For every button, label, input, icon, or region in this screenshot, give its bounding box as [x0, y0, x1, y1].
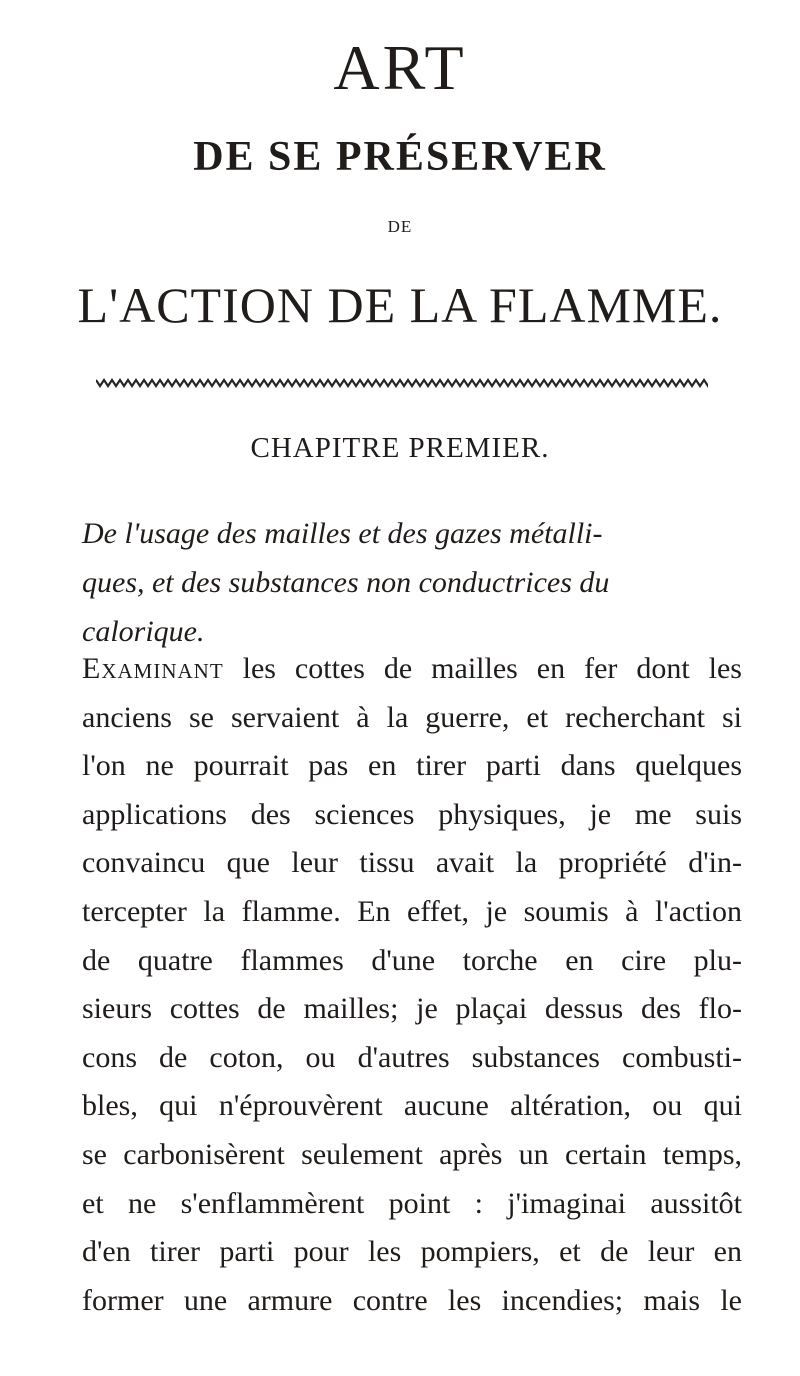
text-line: sieurs cottes de mailles; je plaçai dessus des flo- — [82, 992, 742, 1026]
chapter-subtitle — [82, 509, 742, 656]
text-line: convaincu que leur tissu avait la propriété d'in- — [82, 846, 742, 880]
text-line: anciens se servaient à la guerre, et recherchant si — [82, 700, 742, 734]
body-paragraph — [82, 645, 742, 1325]
text-line: bles, qui n'éprouvèrent aucune altération, ou qui — [82, 1089, 742, 1123]
subtitle-line: De l'usage des mailles et des gazes métalli- — [82, 517, 603, 550]
text-line: applications des sciences physiques, je me suis — [82, 797, 742, 831]
text-line: l'on ne pourrait pas en tirer parti dans quelques — [82, 749, 742, 783]
title-de: DE — [387, 217, 413, 236]
text-line: former une armure contre les incendies; mais le — [82, 1283, 742, 1317]
first-line-rest: les cottes de mailles en fer dont les — [223, 652, 742, 685]
text-line: de quatre flammes d'une torche en cire plu- — [82, 943, 742, 977]
subtitle-line: calorique. — [82, 615, 205, 648]
drop-word: Examinant — [82, 652, 224, 685]
title-action-flamme: L'ACTION DE LA FLAMME. — [77, 277, 723, 333]
text-line: tercepter la flamme. En effet, je soumis à l'action — [82, 894, 742, 928]
text-line: se carbonisèrent seulement après un certain temps, — [82, 1137, 742, 1171]
text-line: d'en tirer parti pour les pompiers, et de leur en — [82, 1235, 742, 1269]
title-se-preserver: DE SE PRÉSERVER — [193, 134, 607, 180]
title-art: ART — [333, 32, 467, 103]
ornamental-rule — [96, 376, 708, 388]
chapter-heading: CHAPITRE PREMIER. — [250, 432, 550, 464]
subtitle-line: ques, et des substances non conductrices du — [82, 566, 610, 599]
text-line: et ne s'enflammèrent point : j'imaginai aussitôt — [82, 1186, 742, 1220]
text-line — [82, 645, 742, 694]
text-line: cons de coton, ou d'autres substances combusti- — [82, 1040, 742, 1074]
